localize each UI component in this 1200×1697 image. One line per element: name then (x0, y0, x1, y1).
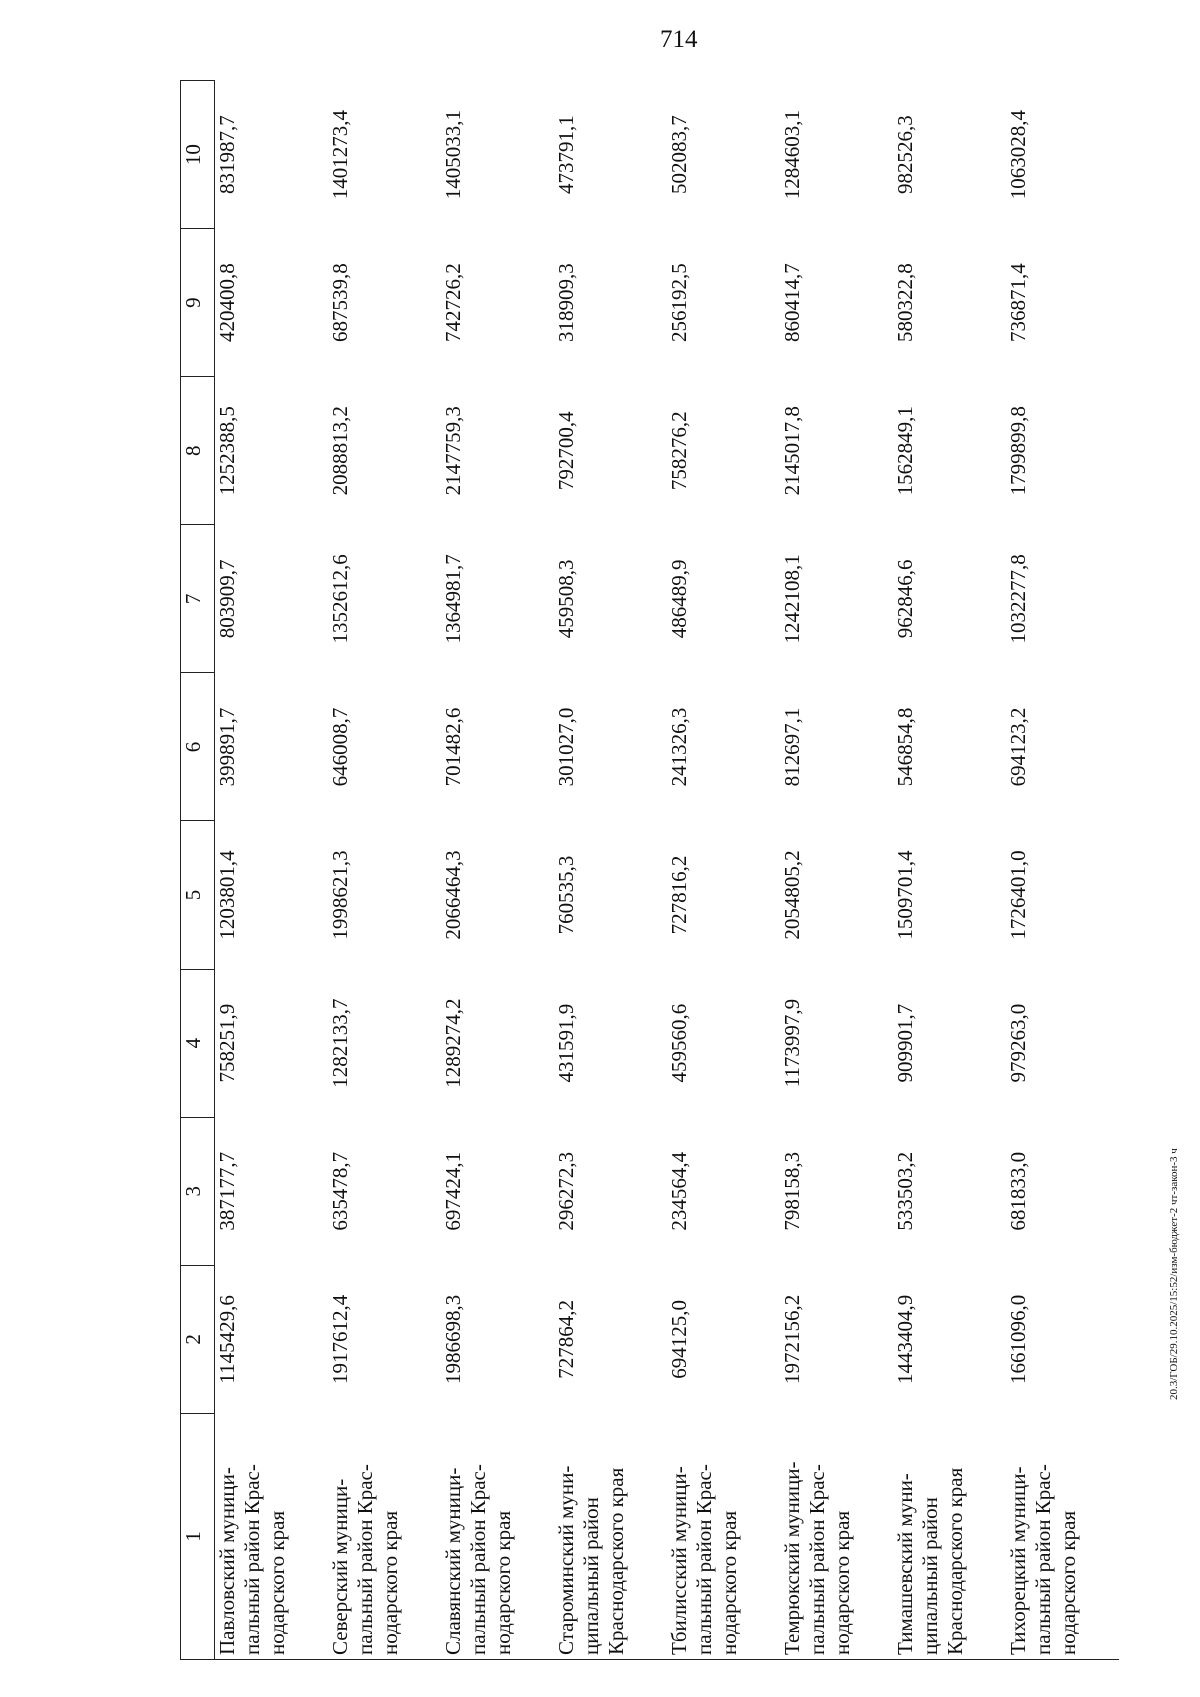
value-cell: 982526,3 (893, 115, 917, 194)
value-cell: 1252388,5 (215, 406, 239, 496)
table-row (893, 81, 1006, 1660)
value-cell: 687539,8 (328, 263, 352, 343)
value-cell: 296272,3 (554, 1151, 578, 1231)
value-cell: 1986698,3 (441, 1294, 465, 1384)
district-name: Павловский муници- пальный район Крас- нодарского края (215, 1413, 329, 1659)
value-cell: 1145429,6 (215, 1295, 239, 1384)
value-cell: 502083,7 (667, 115, 691, 194)
value-cell: 681833,0 (1006, 1151, 1030, 1231)
value-cell: 1289274,2 (441, 998, 465, 1088)
table-header (181, 81, 215, 1660)
value-cell: 2066464,3 (441, 850, 465, 940)
value-cell: 1799899,8 (1006, 406, 1030, 496)
value-cell: 318909,3 (554, 263, 578, 343)
value-cell: 979263,0 (1006, 1003, 1030, 1083)
district-name: Темрюкский муници- пальный район Крас- нодарского края (780, 1413, 893, 1659)
value-cell: 635478,7 (328, 1151, 352, 1231)
value-cell: 486489,9 (667, 559, 691, 639)
value-cell: 420400,8 (215, 263, 239, 343)
column-header-1: 1 (181, 1413, 215, 1659)
value-cell: 533503,2 (893, 1151, 917, 1231)
value-cell: 701482,6 (441, 707, 465, 787)
value-cell: 792700,4 (554, 411, 578, 491)
column-header-4: 4 (181, 969, 215, 1117)
table-row (215, 81, 329, 1660)
column-header-3: 3 (181, 1117, 215, 1265)
value-cell: 1401273,4 (328, 109, 352, 200)
value-cell: 1562849,1 (893, 406, 917, 496)
value-cell: 727816,2 (667, 855, 691, 935)
value-cell: 473791,1 (554, 115, 578, 194)
table-row (328, 81, 441, 1660)
value-cell: 736871,4 (1006, 263, 1030, 343)
value-cell: 387177,7 (215, 1151, 239, 1231)
value-cell: 1998621,3 (328, 850, 352, 940)
value-cell: 241326,3 (667, 707, 691, 787)
value-cell: 909901,7 (893, 1003, 917, 1083)
district-name: Северский муници- пальный район Крас- нодарского края (328, 1413, 441, 1659)
value-cell: 546854,8 (893, 707, 917, 787)
value-cell: 798158,3 (780, 1151, 804, 1231)
column-header-6: 6 (181, 673, 215, 821)
column-header-8: 8 (181, 377, 215, 525)
table-row (554, 81, 667, 1660)
value-cell: 646008,7 (328, 707, 352, 787)
table-row (1006, 81, 1119, 1660)
value-cell: 697424,1 (441, 1151, 465, 1231)
column-header-7: 7 (181, 525, 215, 673)
column-header-2: 2 (181, 1265, 215, 1413)
table-row (441, 81, 554, 1660)
value-cell: 431591,9 (554, 1003, 578, 1083)
value-cell: 758251,9 (215, 1003, 239, 1083)
district-name: Славянский муници- пальный район Крас- нодарского края (441, 1413, 554, 1659)
rotated-table-container (180, 80, 1200, 1660)
value-cell: 760535,3 (554, 855, 578, 935)
value-cell: 234564,4 (667, 1151, 691, 1231)
value-cell: 1032277,8 (1006, 554, 1030, 644)
value-cell: 727864,2 (554, 1299, 578, 1379)
value-cell: 860414,7 (780, 263, 804, 343)
value-cell: 2088813,2 (328, 406, 352, 496)
value-cell: 1972156,2 (780, 1294, 804, 1384)
value-cell: 256192,5 (667, 263, 691, 343)
page-number: 714 (660, 26, 698, 53)
value-cell: 1917612,4 (328, 1294, 352, 1384)
value-cell: 2147759,3 (441, 406, 465, 496)
table-row (667, 81, 780, 1660)
district-name: Тимашевский муни- ципальный район Краснодарского края (893, 1413, 1006, 1659)
value-cell: 2145017,8 (780, 406, 804, 496)
value-cell: 1284603,1 (780, 109, 804, 200)
table-body (215, 81, 1120, 1660)
value-cell: 694123,2 (1006, 707, 1030, 787)
column-header-5: 5 (181, 821, 215, 969)
value-cell: 2054805,2 (780, 850, 804, 940)
value-cell: 1405033,1 (441, 109, 465, 200)
value-cell: 1352612,6 (328, 554, 352, 644)
value-cell: 580322,8 (893, 263, 917, 343)
budget-table (180, 80, 1119, 1660)
value-cell: 742726,2 (441, 263, 465, 343)
value-cell: 694125,0 (667, 1299, 691, 1379)
value-cell: 831987,7 (215, 115, 239, 194)
column-header-10: 10 (181, 81, 215, 229)
value-cell: 812697,1 (780, 707, 804, 787)
value-cell: 1509701,4 (893, 850, 917, 940)
value-cell: 803909,7 (215, 559, 239, 639)
value-cell: 1063028,4 (1006, 109, 1030, 200)
value-cell: 1282133,7 (328, 998, 352, 1088)
value-cell: 1443404,9 (893, 1294, 917, 1384)
value-cell: 1726401,0 (1006, 850, 1030, 940)
value-cell: 1364981,7 (441, 554, 465, 644)
value-cell: 399891,7 (215, 707, 239, 787)
header-row (181, 81, 215, 1660)
column-header-9: 9 (181, 229, 215, 377)
value-cell: 301027,0 (554, 707, 578, 787)
value-cell: 1242108,1 (780, 554, 804, 644)
district-name: Староминский муни- ципальный район Краснодарского края (554, 1413, 667, 1659)
value-cell: 1661096,0 (1006, 1294, 1030, 1384)
value-cell: 459560,6 (667, 1003, 691, 1083)
table-row (780, 81, 893, 1660)
value-cell: 1173997,9 (780, 998, 804, 1088)
district-name: Тихорецкий муници- пальный район Крас- нодарского края (1006, 1413, 1119, 1659)
value-cell: 758276,2 (667, 411, 691, 491)
value-cell: 1203801,4 (215, 850, 239, 940)
district-name: Тбилисский муници- пальный район Крас- нодарского края (667, 1413, 780, 1659)
value-cell: 459508,3 (554, 559, 578, 639)
footer-code: 20.3/ГОБ/29.10.2025/15:52/изм-бюджет-2 чт-закон-3 ч (1168, 1148, 1180, 1400)
value-cell: 962846,6 (893, 559, 917, 639)
